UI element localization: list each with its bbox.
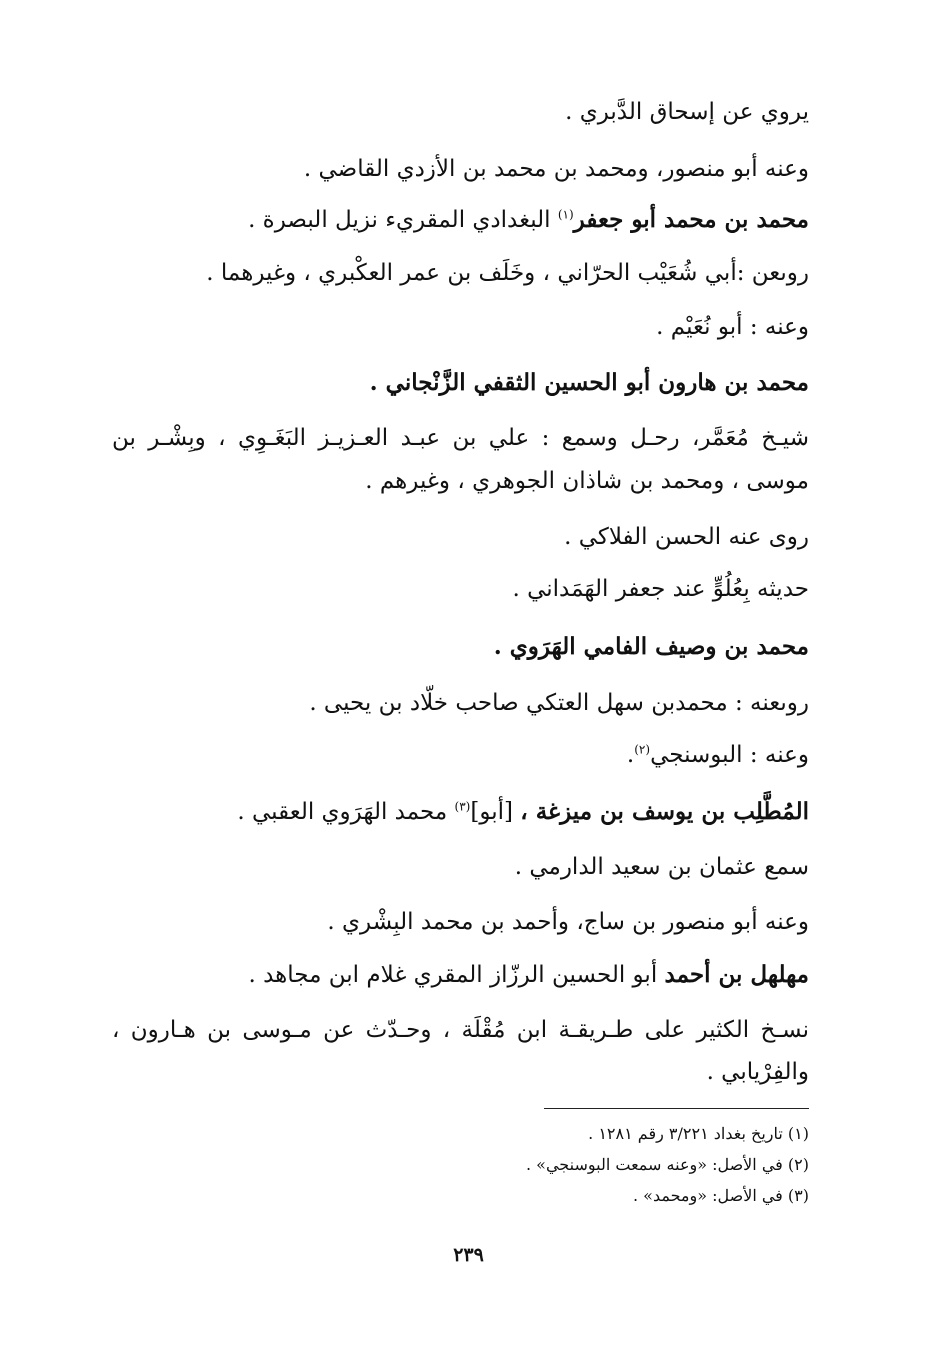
footnote-ref: (١)	[557, 207, 574, 222]
entry-name: مهلهل بن أحمد	[664, 961, 809, 988]
entry-name: محمد بن محمد أبو جعفر	[573, 206, 809, 233]
footnote-3: (٣) في الأصل: «ومحمد» .	[632, 1186, 809, 1205]
text-line-4: روىعن :أبي شُعَيْب الحرّاني ، وخَلَف بن عمر العكْبري ، وغيرهما .	[206, 260, 809, 286]
text-line-16: وعنه أبو منصور بن ساج، وأحمد بن محمد البِشْري .	[327, 909, 809, 935]
text-line-15: سمع عثمان بن سعيد الدارمي .	[514, 854, 809, 880]
text-line-19: والفِرْيابي .	[706, 1059, 809, 1085]
text-line-7: شيـخ مُعَمَّر، رحـل وسمع : علي بن عبـد العـزيـز البَغَـوِي ، وبِشْـر بن	[112, 425, 809, 451]
footnote-divider	[544, 1108, 809, 1109]
text-line-1: يروي عن إسحاق الدَّبري .	[565, 99, 809, 125]
footnote-ref: (٣)	[454, 799, 471, 814]
entry-name: المُطَّلِب بن يوسف بن ميزغة ،	[520, 798, 809, 825]
text-line-18: نسـخ الكثير على طـريقـة ابن مُقْلَة ، وحـدّث عن مـوسى بن هـارون ،	[112, 1017, 809, 1043]
text-line-10: حديثه بِعُلُوٍّ عند جعفر الهَمَداني .	[512, 576, 809, 602]
entry-name: محمد بن وصيف الفامي الهَرَوي .	[493, 633, 809, 660]
text-line-2: وعنه أبو منصور، ومحمد بن محمد بن الأزدي القاضي .	[303, 156, 809, 182]
text-line-12: روىعنه : محمدبن سهل العتكي صاحب خلّاد بن يحيى .	[309, 690, 809, 716]
entry-heading-5: مهلهل بن أحمد أبو الحسين الرزّاز المقري غلام ابن مجاهد .	[248, 961, 809, 988]
entry-heading-4: المُطَّلِب بن يوسف بن ميزغة ، [أبو]$^{(٣)}$ محمد الهَرَوي العقبي .	[237, 798, 809, 825]
entry-heading-1: محمد بن محمد أبو جعفر$^{(١)}$ البغدادي المقريء نزيل البصرة .	[248, 206, 809, 233]
page-number: ٢٣٩	[453, 1244, 484, 1266]
text-line-13: وعنه : البوسنجي$^{(٢)}$.	[626, 742, 809, 768]
entry-heading-2	[110, 366, 809, 400]
footnote-ref: (٢)	[634, 742, 651, 757]
text-line-8: موسى ، ومحمد بن شاذان الجوهري ، وغيرهم .	[365, 468, 809, 494]
entry-heading-3	[110, 630, 809, 664]
footnote-1: (١) تاريخ بغداد ٣/٢٢١ رقم ١٢٨١ .	[588, 1124, 809, 1143]
entry-name: محمد بن هارون أبو الحسين الثقفي الزَّنْجاني .	[369, 369, 809, 396]
text-line-9: روى عنه الحسن الفلاكي .	[564, 524, 809, 550]
text-line-5: وعنه : أبو نُعَيْم .	[656, 314, 809, 340]
footnote-2: (٢) في الأصل: «وعنه سمعت البوسنجي» .	[526, 1155, 809, 1174]
